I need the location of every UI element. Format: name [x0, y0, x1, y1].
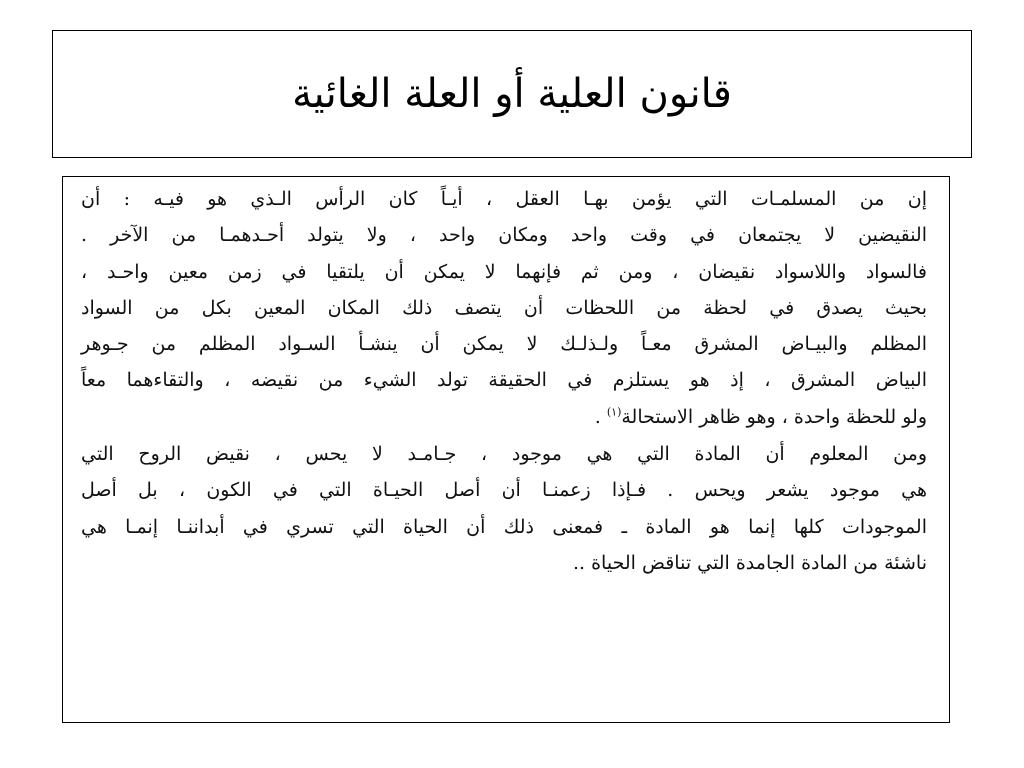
paragraph-1-last-line	[81, 399, 927, 435]
paragraph-1-line: البياض المشرق ، إذ هو يستلزم في الحقيقة تولد الشيء من نقيضه ، والتقاءهما معاً	[81, 369, 927, 392]
paragraph-1-line: المظلم والبيـاض المشرق معـاً ولـذلـك لا يمكن أن ينشـأ السـواد المظلم من جـوهر	[81, 333, 927, 356]
paragraph-1-last-line-text: ولو للحظة واحدة ، وهو ظاهر الاستحالة	[621, 405, 927, 428]
paragraph-1-line: إن من المسلمـات التي يؤمن بهـا العقل ، أيـاً كان الرأس الـذي هو فيـه : أن	[81, 188, 927, 210]
paragraph-1-end-period: .	[594, 405, 607, 428]
paragraph-2	[81, 436, 927, 581]
paragraph-2-line: ومن المعلوم أن المادة التي هي موجود ، جـامـد لا يحس ، نقيض الروح التي	[81, 443, 927, 466]
slide-title: قانون العلية أو العلة الغائية	[292, 71, 732, 117]
paragraph-2-last-line: ناشئة من المادة الجامدة التي تناقض الحياة ..	[572, 551, 927, 574]
paragraph-2-line: الموجودات كلها إنما هو المادة ـ فمعنى ذلك أن الحياة التي تسري في أبداننـا إنمـا هي	[81, 515, 927, 538]
title-box	[52, 30, 972, 158]
paragraph-2-line: هي موجود يشعر ويحس . فـإذا زعمنـا أن أصل الحيـاة التي في الكون ، بل أصل	[81, 479, 927, 502]
paragraph-1	[81, 181, 927, 435]
paragraph-1-line: فالسواد واللاسواد نقيضان ، ومن ثم فإنهما لا يمكن أن يلتقيا في زمن معين واحـد ،	[81, 260, 927, 283]
scanned-text-box	[62, 176, 950, 723]
paragraph-1-line: النقيضين لا يجتمعان في وقت واحد ومكان واحد ، ولا يتولد أحـدهمـا من الآخر .	[81, 224, 927, 247]
paragraph-1-line: بحيث يصدق في لحظة من اللحظات أن يتصف ذلك المكان المعين بكل من السواد	[81, 296, 927, 319]
footnote-marker: (١)	[606, 405, 622, 419]
